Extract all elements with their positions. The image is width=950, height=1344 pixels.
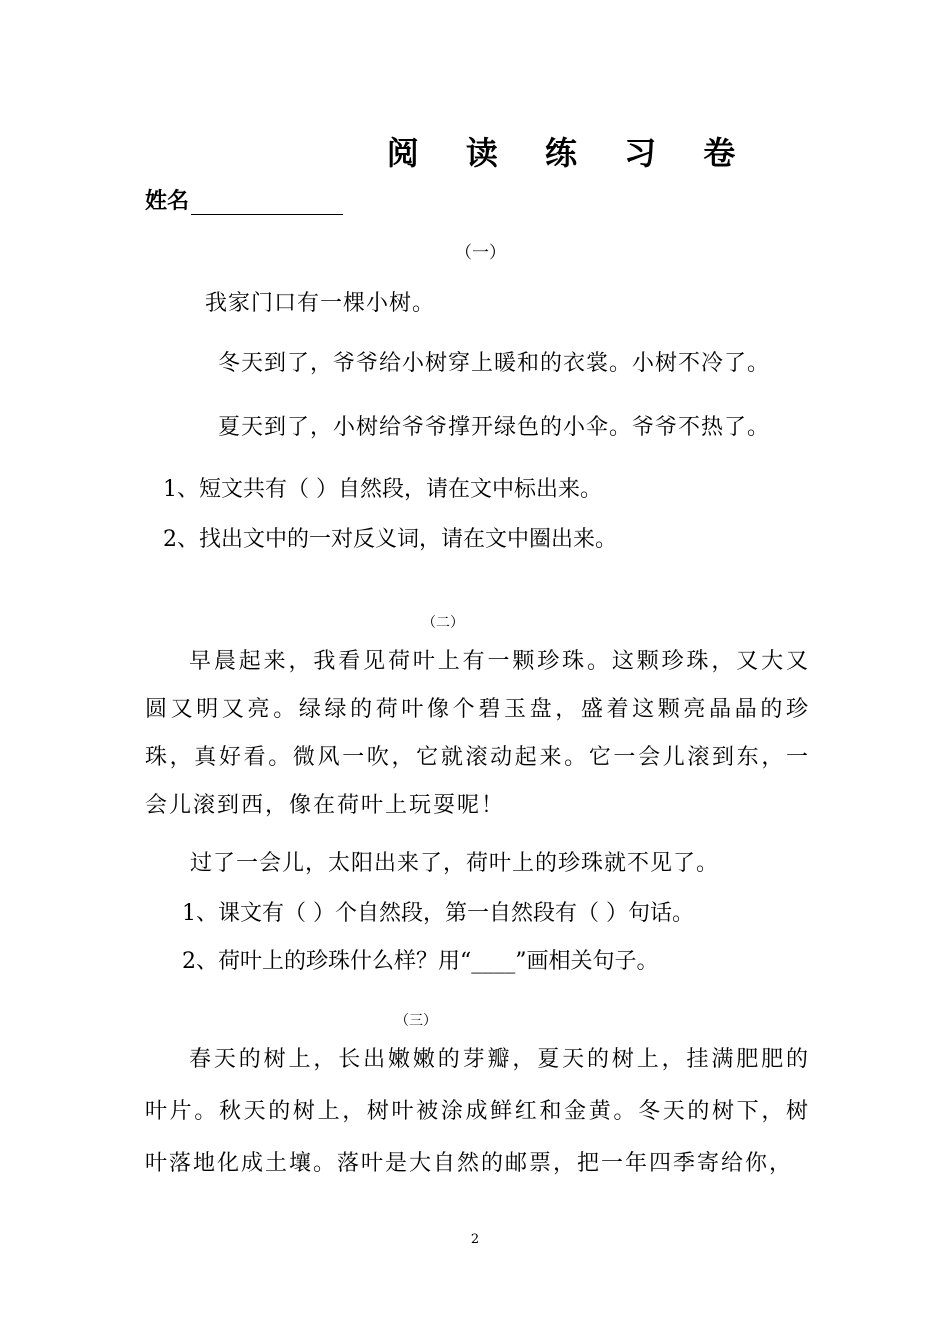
name-field-row	[145, 184, 343, 215]
section-1-line-2: 冬天到了，爷爷给小树穿上暖和的衣裳。小树不冷了。	[218, 351, 771, 376]
section-2-paragraph-2: 过了一会儿，太阳出来了，荷叶上的珍珠就不见了。	[190, 851, 720, 876]
name-label: 姓名	[145, 189, 190, 214]
section-1-question-1: 1、短文共有（ ）自然段，请在文中标出来。	[163, 477, 602, 502]
name-blank-line[interactable]	[191, 190, 343, 215]
page-number: 2	[470, 1232, 480, 1247]
section-2-paragraph-1: 早晨起来，我看见荷叶上有一颗珍珠。这颗珍珠，又大又圆又明又亮。绿绿的荷叶像个碧玉盘，盛着这颗亮晶晶的珍珠，真好看。微风一吹，它就滚动起来。它一会儿滚到东，一会儿滚到西，像在荷叶上玩耍呢！	[145, 649, 810, 818]
section-1-question-2: 2、找出文中的一对反义词，请在文中圈出来。	[163, 527, 617, 552]
page-title: 阅 读 练 习 卷	[386, 134, 754, 172]
section-1-label: （一）	[455, 243, 506, 263]
section-2-label: （二）	[422, 615, 464, 631]
section-3-paragraph-1: 春天的树上，长出嫩嫩的芽瓣，夏天的树上，挂满肥肥的叶片。秋天的树上，树叶被涂成鲜红和金黄。冬天的树下，树叶落地化成土壤。落叶是大自然的邮票，把一年四季寄给你，	[145, 1047, 810, 1176]
section-3-label: （三）	[395, 1013, 437, 1029]
section-1-line-3: 夏天到了，小树给爷爷撑开绿色的小伞。爷爷不热了。	[218, 415, 771, 440]
section-1-line-1: 我家门口有一棵小树。	[205, 291, 436, 316]
section-2-question-2: 2、荷叶上的珍珠什么样？用“____”画相关句子。	[182, 949, 659, 974]
section-2-question-1: 1、课文有（ ）个自然段，第一自然段有（ ）句话。	[182, 901, 694, 926]
